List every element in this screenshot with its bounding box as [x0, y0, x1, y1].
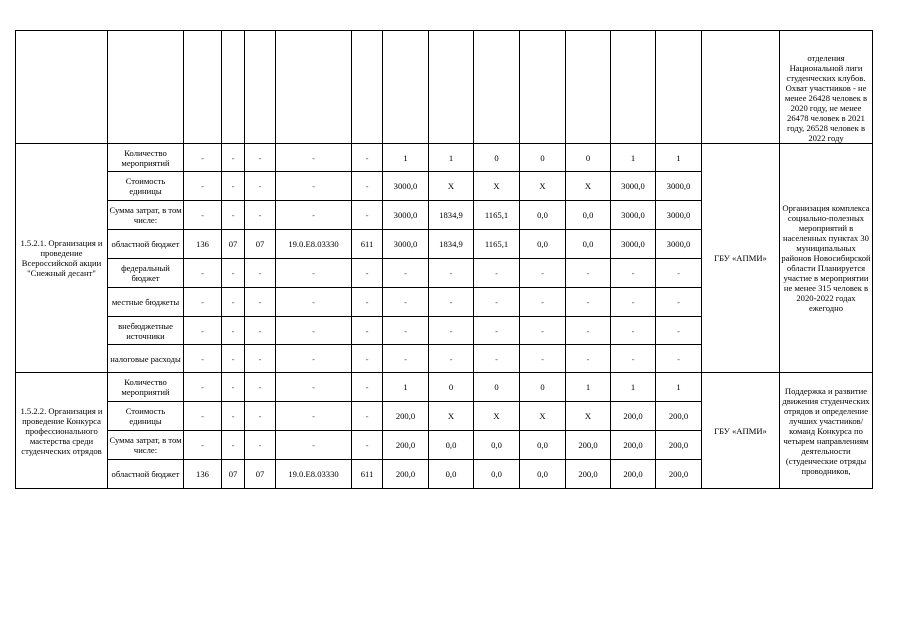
value-cell: - — [184, 317, 222, 345]
value-cell: - — [222, 345, 245, 373]
value-cell: 1 — [383, 144, 429, 172]
value-cell: 07 — [245, 230, 276, 259]
blank-cell — [611, 31, 656, 144]
value-cell: 611 — [352, 460, 383, 489]
table-row — [16, 144, 873, 172]
value-cell: - — [276, 345, 352, 373]
value-cell: 3000,0 — [383, 201, 429, 230]
value-cell: - — [611, 345, 656, 373]
table-row — [16, 373, 873, 402]
value-cell: - — [383, 288, 429, 317]
blank-cell — [16, 31, 108, 144]
value-cell: Х — [429, 402, 474, 431]
value-cell: - — [352, 402, 383, 431]
value-cell: - — [245, 172, 276, 201]
value-cell: - — [352, 345, 383, 373]
value-cell: Х — [474, 172, 520, 201]
value-cell: 0,0 — [520, 460, 566, 489]
value-cell: - — [352, 201, 383, 230]
blank-cell — [184, 31, 222, 144]
value-cell: 0 — [520, 144, 566, 172]
value-cell: - — [566, 259, 611, 288]
value-cell: 3000,0 — [656, 201, 702, 230]
indicator-label: областной бюджет — [108, 460, 184, 489]
value-cell: - — [184, 345, 222, 373]
value-cell: 3000,0 — [611, 201, 656, 230]
value-cell: 0,0 — [474, 431, 520, 460]
indicator-label: Стоимость единицы — [108, 402, 184, 431]
value-cell: - — [276, 201, 352, 230]
value-cell: Х — [520, 172, 566, 201]
blank-cell — [566, 31, 611, 144]
value-cell: - — [222, 373, 245, 402]
value-cell: - — [184, 402, 222, 431]
value-cell: 200,0 — [611, 460, 656, 489]
value-cell: - — [222, 259, 245, 288]
value-cell: - — [566, 345, 611, 373]
indicator-label: Сумма затрат, в том числе: — [108, 201, 184, 230]
value-cell: 200,0 — [383, 460, 429, 489]
value-cell: - — [352, 288, 383, 317]
value-cell: 0,0 — [566, 230, 611, 259]
value-cell: - — [611, 259, 656, 288]
value-cell: - — [656, 345, 702, 373]
value-cell: 3000,0 — [656, 230, 702, 259]
value-cell: 0 — [520, 373, 566, 402]
value-cell: - — [245, 373, 276, 402]
value-cell: 07 — [222, 230, 245, 259]
value-cell: - — [245, 317, 276, 345]
executor: ГБУ «АПМИ» — [702, 373, 780, 489]
value-cell: 200,0 — [656, 460, 702, 489]
indicator-label: Количество мероприятий — [108, 144, 184, 172]
value-cell: - — [276, 402, 352, 431]
expected-result-continued: отделения Национальной лиги студенческих клубов. Охват участников - не менее 26428 человек в 2020 году, не менее 26478 человек в 2021 году, 26528 человек в 2022 году — [780, 31, 873, 144]
value-cell: - — [520, 288, 566, 317]
value-cell: Х — [429, 172, 474, 201]
value-cell: - — [222, 317, 245, 345]
value-cell: - — [222, 288, 245, 317]
value-cell: 136 — [184, 230, 222, 259]
value-cell: - — [383, 259, 429, 288]
value-cell: 1 — [656, 373, 702, 402]
value-cell: - — [276, 259, 352, 288]
table-body — [16, 31, 873, 489]
blank-cell — [383, 31, 429, 144]
value-cell: - — [429, 288, 474, 317]
value-cell: - — [383, 317, 429, 345]
value-cell: 1 — [611, 373, 656, 402]
expected-result: Организация комплекса социально-полезных мероприятий в населенных пунктах 30 муниципальных районов Новосибирской области Планируется участие в мероприятии не менее 315 человек в 2020-2022 годах ежегодно — [780, 144, 873, 373]
value-cell: 200,0 — [611, 431, 656, 460]
blank-cell — [276, 31, 352, 144]
value-cell: 0,0 — [520, 201, 566, 230]
value-cell: 07 — [245, 460, 276, 489]
value-cell: - — [276, 373, 352, 402]
value-cell: - — [656, 317, 702, 345]
value-cell: - — [222, 402, 245, 431]
value-cell: - — [184, 172, 222, 201]
value-cell: 3000,0 — [383, 230, 429, 259]
value-cell: - — [276, 144, 352, 172]
value-cell: - — [520, 317, 566, 345]
value-cell: - — [429, 317, 474, 345]
value-cell: - — [352, 259, 383, 288]
value-cell: 3000,0 — [611, 230, 656, 259]
value-cell: - — [352, 431, 383, 460]
value-cell: - — [222, 144, 245, 172]
indicator-label: областной бюджет — [108, 230, 184, 259]
blank-cell — [245, 31, 276, 144]
event-name: 1.5.2.2. Организация и проведение Конкурса профессионального мастерства среди студенческих отрядов — [16, 373, 108, 489]
indicator-label: Стоимость единицы — [108, 172, 184, 201]
value-cell: - — [566, 288, 611, 317]
blank-cell — [520, 31, 566, 144]
value-cell: 0,0 — [566, 201, 611, 230]
value-cell: - — [352, 373, 383, 402]
value-cell: - — [184, 288, 222, 317]
value-cell: 0,0 — [520, 230, 566, 259]
value-cell: - — [222, 431, 245, 460]
value-cell: - — [474, 288, 520, 317]
indicator-label: Количество мероприятий — [108, 373, 184, 402]
value-cell: - — [245, 259, 276, 288]
value-cell: 1165,1 — [474, 230, 520, 259]
value-cell: 1165,1 — [474, 201, 520, 230]
value-cell: - — [276, 288, 352, 317]
indicator-label: налоговые расходы — [108, 345, 184, 373]
blank-cell — [656, 31, 702, 144]
value-cell: - — [222, 172, 245, 201]
value-cell: 200,0 — [566, 460, 611, 489]
value-cell: 1 — [383, 373, 429, 402]
value-cell: - — [520, 345, 566, 373]
value-cell: 200,0 — [566, 431, 611, 460]
event-name: 1.5.2.1. Организация и проведение Всероссийской акции "Снежный десант" — [16, 144, 108, 373]
indicator-label: внебюджетные источники — [108, 317, 184, 345]
expected-result: Поддержка и развитие движения студенческих отрядов и определение лучших участников/команд Конкурса по четырем направлениям деятельности (студенческие отряды проводников, — [780, 373, 873, 489]
value-cell: - — [276, 431, 352, 460]
value-cell: - — [184, 144, 222, 172]
value-cell: Х — [566, 172, 611, 201]
value-cell: - — [184, 431, 222, 460]
blank-cell — [702, 31, 780, 144]
value-cell: - — [611, 317, 656, 345]
value-cell: - — [276, 317, 352, 345]
value-cell: 200,0 — [656, 431, 702, 460]
value-cell: - — [656, 259, 702, 288]
value-cell: - — [276, 172, 352, 201]
value-cell: - — [520, 259, 566, 288]
value-cell: - — [184, 259, 222, 288]
value-cell: 1 — [429, 144, 474, 172]
value-cell: 1834,9 — [429, 201, 474, 230]
value-cell: - — [429, 259, 474, 288]
measures-table — [15, 30, 873, 489]
value-cell: 0 — [474, 373, 520, 402]
value-cell: - — [429, 345, 474, 373]
value-cell: 0,0 — [429, 460, 474, 489]
value-cell: 0 — [429, 373, 474, 402]
blank-cell — [429, 31, 474, 144]
blank-cell — [474, 31, 520, 144]
value-cell: 136 — [184, 460, 222, 489]
value-cell: - — [656, 288, 702, 317]
value-cell: Х — [566, 402, 611, 431]
value-cell: 1 — [566, 373, 611, 402]
value-cell: - — [245, 288, 276, 317]
value-cell: - — [245, 345, 276, 373]
value-cell: 0,0 — [429, 431, 474, 460]
blank-cell — [222, 31, 245, 144]
value-cell: 3000,0 — [656, 172, 702, 201]
blank-cell — [352, 31, 383, 144]
indicator-label: Сумма затрат, в том числе: — [108, 431, 184, 460]
indicator-label: федеральный бюджет — [108, 259, 184, 288]
value-cell: - — [383, 345, 429, 373]
value-cell: - — [184, 373, 222, 402]
value-cell: 200,0 — [383, 431, 429, 460]
value-cell: - — [245, 402, 276, 431]
value-cell: - — [352, 144, 383, 172]
value-cell: 200,0 — [383, 402, 429, 431]
continued-row — [16, 31, 873, 144]
value-cell: - — [184, 201, 222, 230]
value-cell: 200,0 — [656, 402, 702, 431]
value-cell: 200,0 — [611, 402, 656, 431]
value-cell: 19.0.E8.03330 — [276, 460, 352, 489]
value-cell: 19.0.E8.03330 — [276, 230, 352, 259]
value-cell: 0,0 — [520, 431, 566, 460]
executor: ГБУ «АПМИ» — [702, 144, 780, 373]
value-cell: - — [566, 317, 611, 345]
value-cell: Х — [474, 402, 520, 431]
value-cell: 07 — [222, 460, 245, 489]
value-cell: - — [222, 201, 245, 230]
value-cell: 1 — [611, 144, 656, 172]
value-cell: 0 — [566, 144, 611, 172]
value-cell: - — [245, 431, 276, 460]
value-cell: - — [245, 144, 276, 172]
value-cell: 0,0 — [474, 460, 520, 489]
value-cell: Х — [520, 402, 566, 431]
value-cell: 0 — [474, 144, 520, 172]
value-cell: 3000,0 — [611, 172, 656, 201]
value-cell: 1834,9 — [429, 230, 474, 259]
value-cell: - — [352, 317, 383, 345]
value-cell: 1 — [656, 144, 702, 172]
blank-cell — [108, 31, 184, 144]
value-cell: - — [474, 259, 520, 288]
value-cell: 3000,0 — [383, 172, 429, 201]
value-cell: 611 — [352, 230, 383, 259]
value-cell: - — [474, 317, 520, 345]
value-cell: - — [245, 201, 276, 230]
value-cell: - — [352, 172, 383, 201]
value-cell: - — [474, 345, 520, 373]
indicator-label: местные бюджеты — [108, 288, 184, 317]
value-cell: - — [611, 288, 656, 317]
